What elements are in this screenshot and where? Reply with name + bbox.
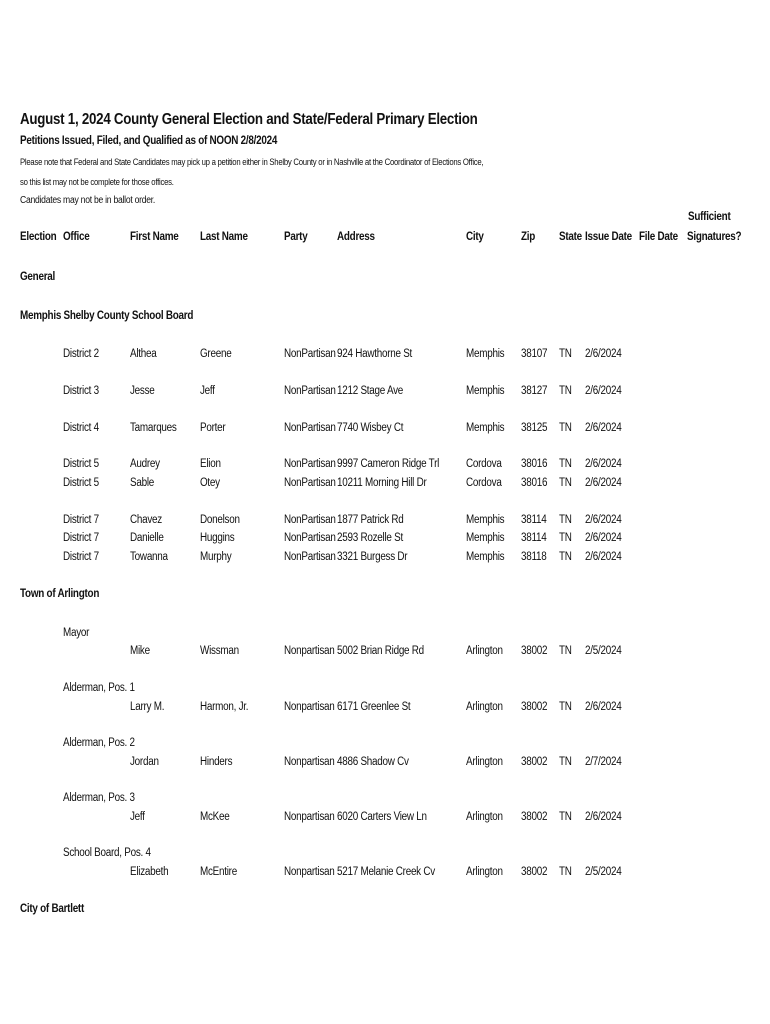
- row-zip: 38002: [521, 811, 548, 823]
- row-party: Nonpartisan: [284, 645, 335, 657]
- row-first: Althea: [130, 348, 157, 360]
- row-city: Arlington: [466, 866, 503, 878]
- column-header-office: Office: [63, 231, 90, 243]
- row-issue: 2/5/2024: [585, 645, 622, 657]
- note-line-1: Please note that Federal and State Candidates may pick up a petition either in Shelby County or in Nashville at the Coordinator of Elections Office,: [20, 157, 484, 167]
- column-header-city: City: [466, 231, 484, 243]
- row-last: Donelson: [200, 514, 240, 526]
- row-state: TN: [559, 385, 572, 397]
- row-city: Arlington: [466, 645, 503, 657]
- row-zip: 38127: [521, 385, 548, 397]
- column-header-issue-date: Issue Date: [585, 231, 632, 243]
- row-first: Jeff: [130, 811, 145, 823]
- row-office: Alderman, Pos. 3: [63, 792, 135, 804]
- column-header-election: Election: [20, 231, 57, 243]
- row-first: Danielle: [130, 532, 164, 544]
- row-office: Mayor: [63, 627, 90, 639]
- row-state: TN: [559, 811, 572, 823]
- row-issue: 2/6/2024: [585, 514, 622, 526]
- row-city: Memphis: [466, 532, 505, 544]
- row-office: District 3: [63, 385, 99, 397]
- column-header-address: Address: [337, 231, 375, 243]
- row-zip: 38114: [521, 514, 547, 526]
- document-title: August 1, 2024 County General Election and State/Federal Primary Election: [20, 111, 478, 128]
- row-issue: 2/6/2024: [585, 701, 622, 713]
- row-first: Larry M.: [130, 701, 165, 713]
- row-office: District 5: [63, 458, 99, 470]
- row-party: NonPartisan: [284, 551, 336, 563]
- row-zip: 38016: [521, 477, 548, 489]
- row-address: 3321 Burgess Dr: [337, 551, 408, 563]
- row-first: Jordan: [130, 756, 159, 768]
- section-bartlett: City of Bartlett: [20, 903, 85, 915]
- row-issue: 2/6/2024: [585, 532, 622, 544]
- row-city: Cordova: [466, 458, 502, 470]
- row-address: 7740 Wisbey Ct: [337, 422, 404, 434]
- row-state: TN: [559, 458, 572, 470]
- row-first: Chavez: [130, 514, 162, 526]
- row-issue: 2/6/2024: [585, 422, 622, 434]
- column-header-file-date: File Date: [639, 231, 678, 243]
- row-address: 1877 Patrick Rd: [337, 514, 404, 526]
- column-header-sufficient: Sufficient: [688, 211, 731, 223]
- row-city: Memphis: [466, 422, 505, 434]
- row-office: District 7: [63, 532, 99, 544]
- row-first: Audrey: [130, 458, 160, 470]
- row-party: NonPartisan: [284, 348, 336, 360]
- row-address: 6020 Carters View Ln: [337, 811, 427, 823]
- row-last: Jeff: [200, 385, 215, 397]
- row-first: Tamarques: [130, 422, 177, 434]
- column-header-last-name: Last Name: [200, 231, 248, 243]
- row-city: Memphis: [466, 551, 505, 563]
- row-address: 9997 Cameron Ridge Trl: [337, 458, 440, 470]
- row-last: McEntire: [200, 866, 237, 878]
- row-party: NonPartisan: [284, 532, 336, 544]
- row-city: Arlington: [466, 701, 503, 713]
- row-state: TN: [559, 645, 572, 657]
- row-first: Elizabeth: [130, 866, 169, 878]
- row-issue: 2/6/2024: [585, 811, 622, 823]
- row-issue: 2/6/2024: [585, 477, 622, 489]
- row-state: TN: [559, 422, 572, 434]
- row-address: 5217 Melanie Creek Cv: [337, 866, 435, 878]
- note-line-3: Candidates may not be in ballot order.: [20, 195, 156, 206]
- row-address: 2593 Rozelle St: [337, 532, 403, 544]
- section-arlington: Town of Arlington: [20, 588, 100, 600]
- row-state: TN: [559, 551, 572, 563]
- column-header-party: Party: [284, 231, 308, 243]
- row-zip: 38125: [521, 422, 548, 434]
- row-last: Harmon, Jr.: [200, 701, 249, 713]
- row-city: Arlington: [466, 756, 503, 768]
- row-party: Nonpartisan: [284, 811, 335, 823]
- row-issue: 2/5/2024: [585, 866, 622, 878]
- row-party: Nonpartisan: [284, 701, 335, 713]
- row-state: TN: [559, 701, 572, 713]
- row-office: District 2: [63, 348, 99, 360]
- row-address: 924 Hawthorne St: [337, 348, 413, 360]
- row-last: McKee: [200, 811, 230, 823]
- row-state: TN: [559, 514, 572, 526]
- row-last: Elion: [200, 458, 221, 470]
- row-state: TN: [559, 756, 572, 768]
- row-issue: 2/6/2024: [585, 551, 622, 563]
- row-city: Cordova: [466, 477, 502, 489]
- row-party: NonPartisan: [284, 477, 336, 489]
- row-address: 1212 Stage Ave: [337, 385, 404, 397]
- row-zip: 38107: [521, 348, 548, 360]
- row-city: Memphis: [466, 348, 505, 360]
- row-first: Towanna: [130, 551, 168, 563]
- row-issue: 2/7/2024: [585, 756, 622, 768]
- row-issue: 2/6/2024: [585, 348, 622, 360]
- column-header-first-name: First Name: [130, 231, 179, 243]
- row-address: 5002 Brian Ridge Rd: [337, 645, 424, 657]
- row-address: 10211 Morning Hill Dr: [337, 477, 427, 489]
- row-office: District 7: [63, 514, 99, 526]
- row-zip: 38002: [521, 701, 548, 713]
- row-office: Alderman, Pos. 2: [63, 737, 135, 749]
- row-zip: 38002: [521, 866, 548, 878]
- row-zip: 38016: [521, 458, 548, 470]
- row-last: Murphy: [200, 551, 232, 563]
- column-header-signatures: Signatures?: [687, 231, 742, 243]
- row-party: NonPartisan: [284, 422, 336, 434]
- row-address: 6171 Greenlee St: [337, 701, 411, 713]
- row-party: NonPartisan: [284, 385, 336, 397]
- note-line-2: so this list may not be complete for those offices.: [20, 177, 174, 187]
- column-header-zip: Zip: [521, 231, 536, 243]
- row-state: TN: [559, 866, 572, 878]
- row-party: Nonpartisan: [284, 756, 335, 768]
- row-address: 4886 Shadow Cv: [337, 756, 409, 768]
- row-office: District 5: [63, 477, 99, 489]
- row-last: Otey: [200, 477, 220, 489]
- row-last: Wissman: [200, 645, 239, 657]
- row-city: Memphis: [466, 385, 505, 397]
- row-first: Sable: [130, 477, 155, 489]
- row-issue: 2/6/2024: [585, 385, 622, 397]
- row-party: NonPartisan: [284, 514, 336, 526]
- row-zip: 38002: [521, 645, 548, 657]
- row-last: Hinders: [200, 756, 233, 768]
- row-office: District 7: [63, 551, 99, 563]
- row-state: TN: [559, 348, 572, 360]
- section-general: General: [20, 271, 56, 283]
- row-last: Porter: [200, 422, 226, 434]
- row-state: TN: [559, 477, 572, 489]
- row-city: Memphis: [466, 514, 505, 526]
- row-zip: 38118: [521, 551, 547, 563]
- row-office: District 4: [63, 422, 99, 434]
- row-zip: 38002: [521, 756, 548, 768]
- row-office: School Board, Pos. 4: [63, 847, 151, 859]
- row-city: Arlington: [466, 811, 503, 823]
- row-last: Huggins: [200, 532, 235, 544]
- column-header-state: State: [559, 231, 582, 243]
- row-party: Nonpartisan: [284, 866, 335, 878]
- row-last: Greene: [200, 348, 232, 360]
- row-zip: 38114: [521, 532, 547, 544]
- row-party: NonPartisan: [284, 458, 336, 470]
- row-first: Mike: [130, 645, 150, 657]
- row-office: Alderman, Pos. 1: [63, 682, 135, 694]
- section-school-board: Memphis Shelby County School Board: [20, 310, 194, 322]
- row-first: Jesse: [130, 385, 155, 397]
- row-state: TN: [559, 532, 572, 544]
- document-subtitle: Petitions Issued, Filed, and Qualified as of NOON 2/8/2024: [20, 135, 278, 147]
- row-issue: 2/6/2024: [585, 458, 622, 470]
